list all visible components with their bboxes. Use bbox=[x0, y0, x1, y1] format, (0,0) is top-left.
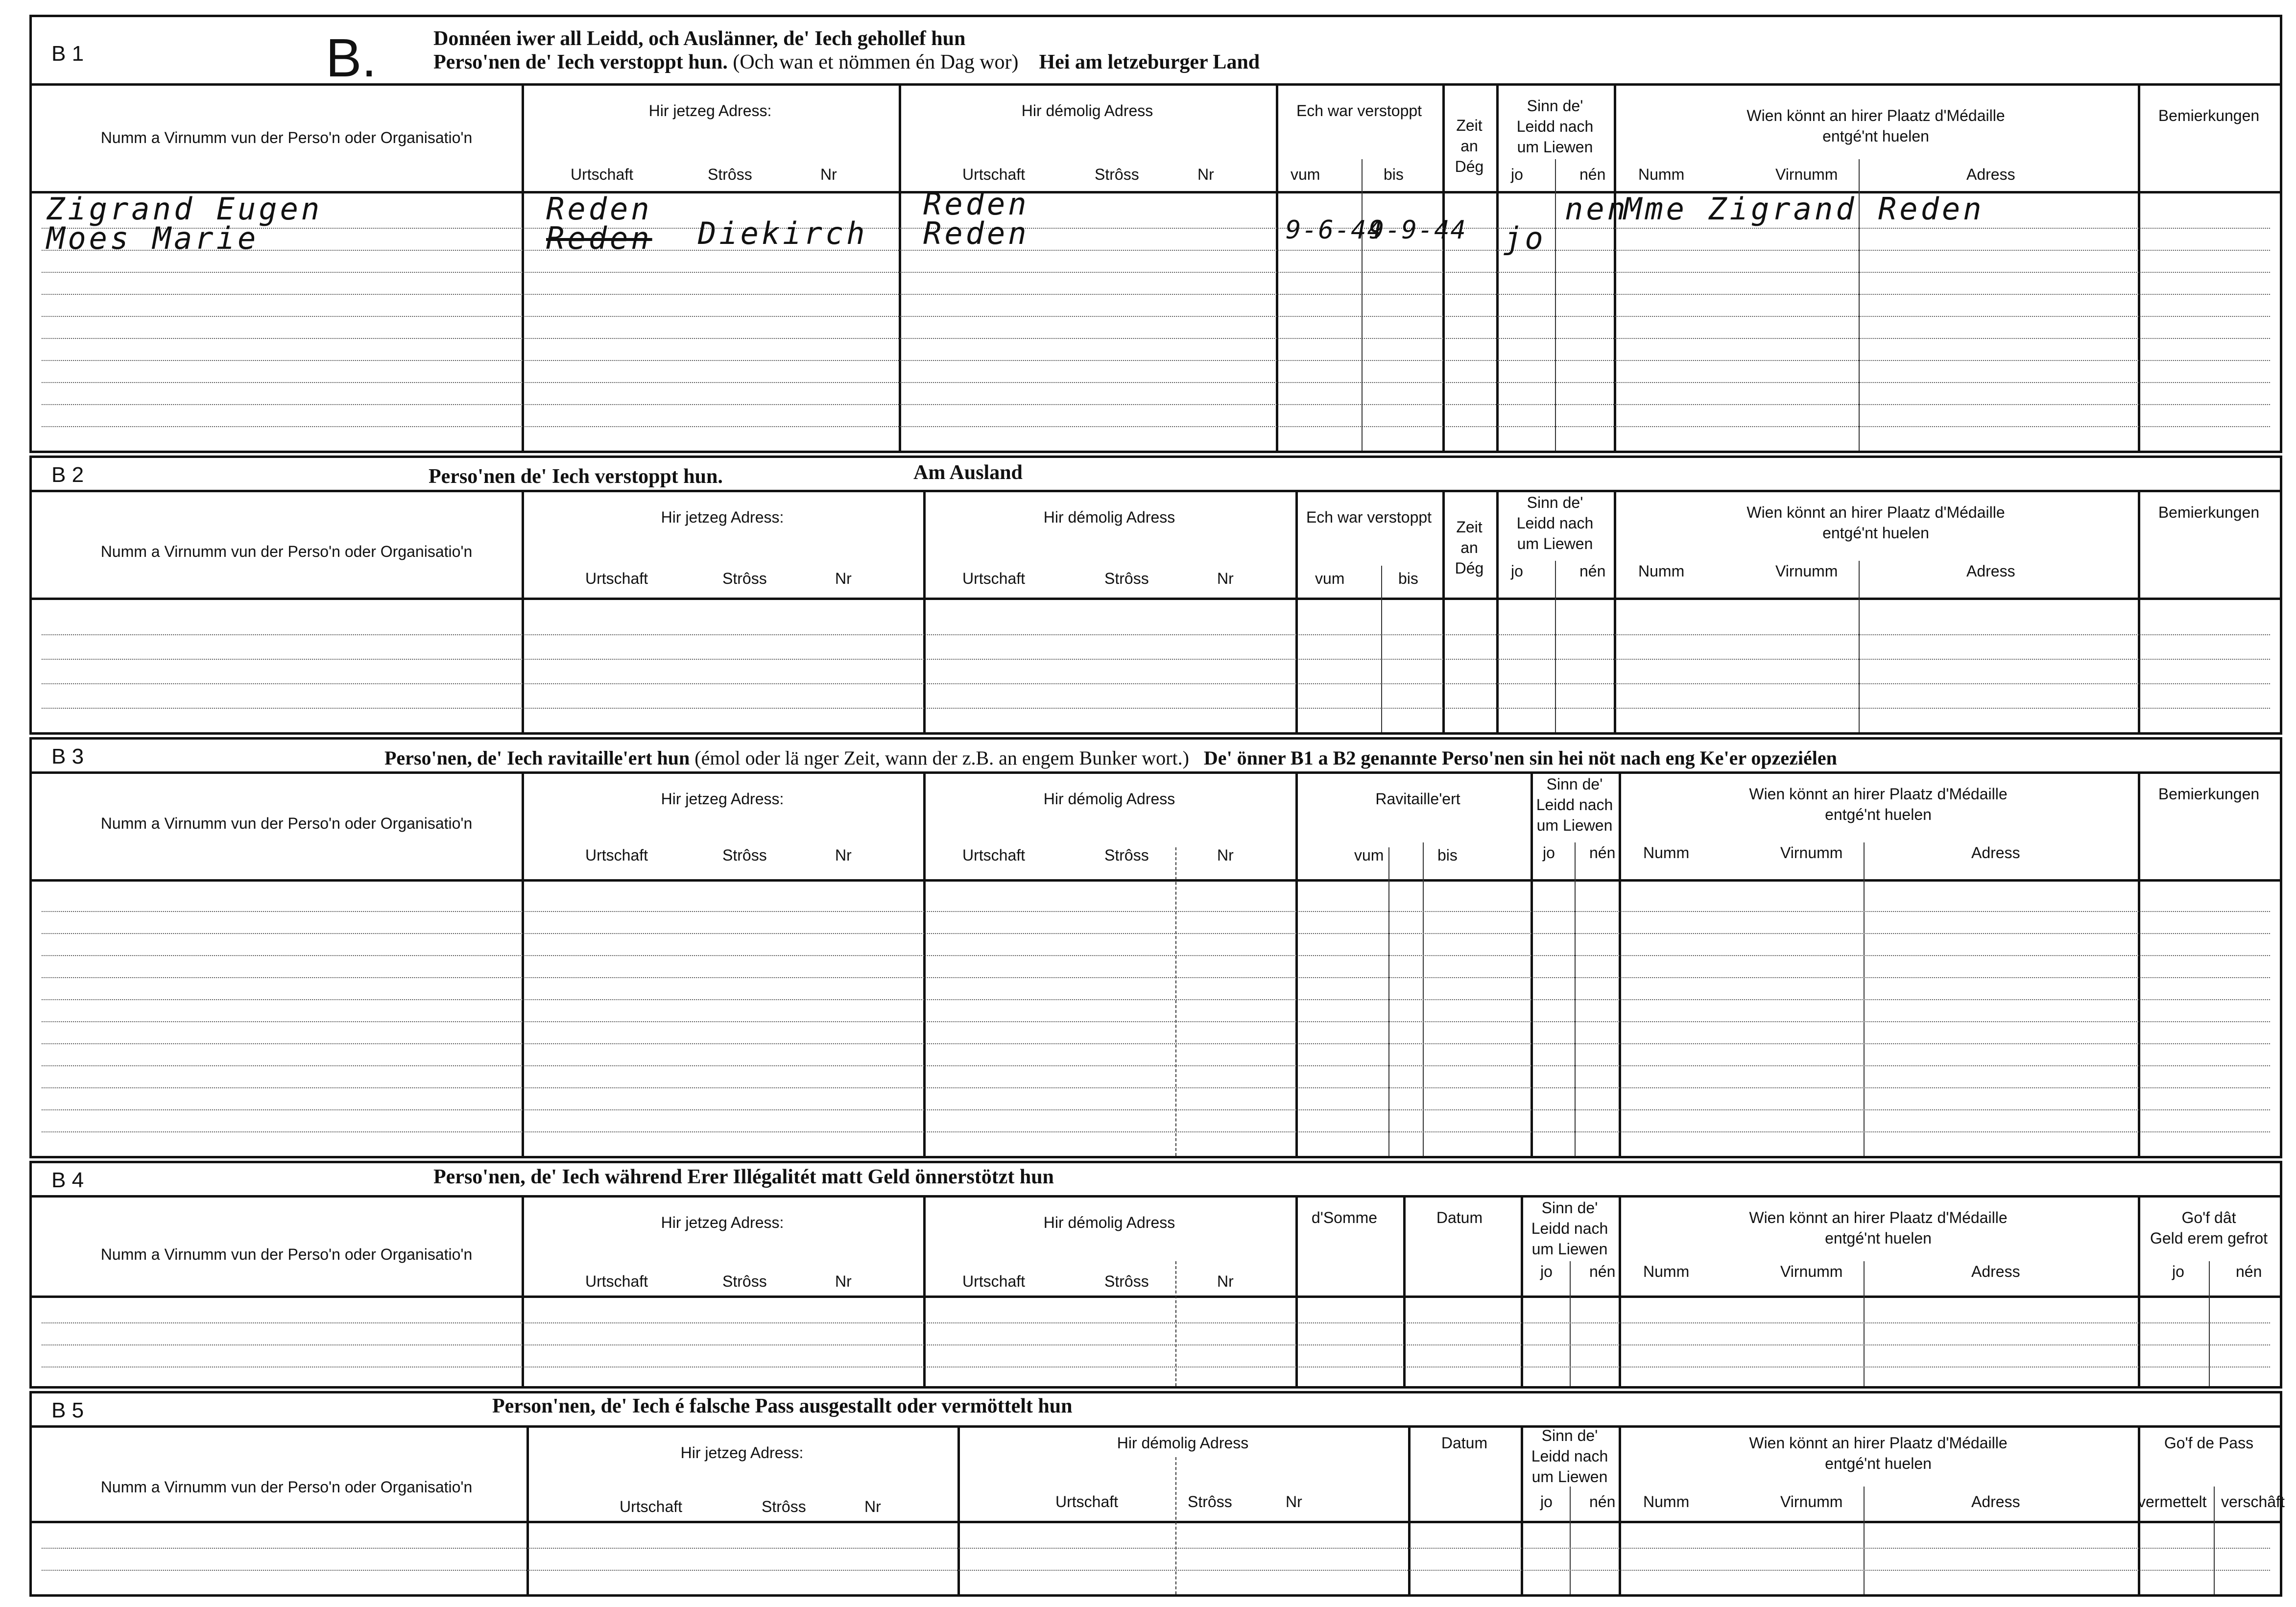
verschaft-label: verschâft bbox=[2221, 1493, 2285, 1511]
remarks-label: Bemierkungen bbox=[2158, 785, 2260, 803]
stross-label: Strôss bbox=[1095, 166, 1139, 183]
entry-name: Zigrand Eugen bbox=[47, 191, 323, 227]
section-title: Person'nen, de' Iech é falsche Pass ausgestallt oder vermöttelt hun bbox=[492, 1395, 1073, 1417]
column-header-row bbox=[32, 774, 2280, 882]
section-code: B 2 bbox=[51, 463, 84, 487]
pass-label: Go'f de Pass bbox=[2164, 1434, 2254, 1452]
name-col-label: Numm a Virnumm vun der Perso'n oder Organisatio'n bbox=[100, 815, 473, 832]
section-title-tail: Hei am letzeburger Land bbox=[1039, 51, 1260, 73]
alive-label: Sinn de' bbox=[1541, 1199, 1598, 1217]
virnumm-label: Virnumm bbox=[1775, 562, 1838, 580]
entry-to-date: 9-9-44 bbox=[1369, 216, 1467, 245]
former-address-label: Hir démolig Adress bbox=[1043, 1214, 1175, 1231]
section-letter: B. bbox=[326, 28, 377, 88]
stross-label: Strôss bbox=[1104, 846, 1149, 864]
section-b1 bbox=[29, 15, 2282, 453]
section-code: B 5 bbox=[51, 1398, 84, 1422]
ravitailleert-label: Ravitaille'ert bbox=[1375, 790, 1460, 808]
stross-label: Strôss bbox=[722, 570, 767, 587]
alive-label: Sinn de' bbox=[1527, 97, 1583, 115]
nr-label: Nr bbox=[1217, 570, 1234, 587]
section-title: Perso'nen, de' Iech ravitaille'ert hun (émol oder lä nger Zeit, wann der z.B. an engem Bunker wort.) De' önner B1 a B2 genannte Perso'nen sin hei nöt nach eng Ke'er opzeziélen bbox=[384, 747, 1837, 769]
stross-label: Strôss bbox=[1104, 1272, 1149, 1290]
adress-label: Adress bbox=[1971, 1263, 2020, 1280]
nr-label: Nr bbox=[835, 846, 852, 864]
nr-label: Nr bbox=[1217, 846, 1234, 864]
stross-label: Strôss bbox=[1188, 1493, 1232, 1511]
nen-label: nén bbox=[2236, 1263, 2262, 1280]
form-page bbox=[29, 15, 2285, 1602]
column-header-row bbox=[32, 492, 2280, 600]
adress-label: Adress bbox=[1966, 166, 2015, 183]
former-address-label: Hir démolig Adress bbox=[1043, 790, 1175, 808]
current-address-label: Hir jetzeg Adress: bbox=[661, 508, 784, 526]
nr-label: Nr bbox=[1197, 166, 1214, 183]
datum-label: Datum bbox=[1441, 1434, 1488, 1452]
current-address-label: Hir jetzeg Adress: bbox=[661, 1214, 784, 1231]
urtschaft-label: Urtschaft bbox=[585, 846, 648, 864]
urtschaft-label: Urtschaft bbox=[620, 1498, 683, 1515]
virnumm-label: Virnumm bbox=[1780, 844, 1843, 862]
zeit-label: an bbox=[1460, 137, 1478, 155]
entry-name: Moes Marie bbox=[47, 220, 259, 256]
urtschaft-label: Urtschaft bbox=[585, 570, 648, 587]
former-address-label: Hir démolig Adress bbox=[1043, 508, 1175, 526]
entry-from-date: 9-6-44 bbox=[1286, 216, 1384, 245]
nr-label: Nr bbox=[820, 166, 837, 183]
section-code: B 1 bbox=[51, 42, 84, 66]
alive-label: um Liewen bbox=[1531, 1240, 1608, 1258]
alive-label: um Liewen bbox=[1517, 138, 1593, 156]
section-title: Perso'nen, de' Iech während Erer Illégalitét matt Geld önnerstötzt hun bbox=[433, 1166, 1054, 1188]
alive-label: um Liewen bbox=[1531, 1468, 1608, 1486]
remarks-label: Bemierkungen bbox=[2158, 107, 2260, 124]
section-header bbox=[32, 740, 2280, 774]
nr-label: Nr bbox=[835, 570, 852, 587]
section-title-tail: Am Ausland bbox=[913, 461, 1023, 484]
current-address-label: Hir jetzeg Adress: bbox=[661, 790, 784, 808]
virnumm-label: Virnumm bbox=[1780, 1493, 1843, 1511]
column-header-row bbox=[32, 86, 2280, 193]
nen-label: nén bbox=[1589, 844, 1616, 862]
alive-label: Leidd nach bbox=[1516, 118, 1594, 135]
section-title-tail: De' önner B1 a B2 genannte Perso'nen sin hei nöt nach eng Ke'er opzeziélen bbox=[1203, 747, 1837, 769]
section-title-note: (Och wan et nömmen én Dag wor) bbox=[733, 51, 1019, 73]
alive-label: um Liewen bbox=[1536, 816, 1613, 834]
alive-label: Leidd nach bbox=[1531, 1447, 1608, 1465]
urtschaft-label: Urtschaft bbox=[585, 1272, 648, 1290]
alive-label: um Liewen bbox=[1517, 535, 1593, 552]
urtschaft-label: Urtschaft bbox=[962, 1272, 1026, 1290]
section-header bbox=[32, 17, 2280, 86]
numm-label: Numm bbox=[1643, 844, 1690, 862]
stross-label: Strôss bbox=[722, 846, 767, 864]
urtschaft-label: Urtschaft bbox=[962, 846, 1026, 864]
entry-former-address: Reden bbox=[923, 186, 1029, 222]
vum-label: vum bbox=[1291, 166, 1320, 183]
nen-label: nén bbox=[1589, 1493, 1616, 1511]
section-code: B 4 bbox=[51, 1168, 84, 1192]
numm-label: Numm bbox=[1638, 562, 1685, 580]
alive-label: Leidd nach bbox=[1536, 796, 1613, 814]
jo-label: jo bbox=[1540, 1493, 1553, 1511]
stross-label: Strôss bbox=[722, 1272, 767, 1290]
medal-label: Wien könnt an hirer Plaatz d'Médaille bbox=[1749, 785, 2008, 803]
entry-alive-yes: jo bbox=[1504, 220, 1546, 256]
nen-label: nén bbox=[1579, 166, 1606, 183]
section-b5 bbox=[29, 1391, 2285, 1597]
column-header-row bbox=[32, 1427, 2285, 1535]
nen-label: nén bbox=[1579, 562, 1606, 580]
urtschaft-label: Urtschaft bbox=[962, 166, 1026, 183]
entry-alive-no: nen bbox=[1565, 191, 1628, 227]
section-code: B 3 bbox=[51, 744, 84, 768]
bis-label: bis bbox=[1384, 166, 1404, 183]
virnumm-label: Virnumm bbox=[1775, 166, 1838, 183]
jo-label: jo bbox=[1543, 844, 1555, 862]
alive-label: Leidd nach bbox=[1531, 1220, 1608, 1237]
virnumm-label: Virnumm bbox=[1780, 1263, 1843, 1280]
stross-label: Strôss bbox=[1104, 570, 1149, 587]
former-address-label: Hir démolig Adress bbox=[1021, 102, 1153, 120]
adress-label: Adress bbox=[1966, 562, 2015, 580]
zeit-label: Zeit bbox=[1456, 117, 1483, 134]
section-b3 bbox=[29, 737, 2282, 1158]
zeit-label: Dég bbox=[1455, 559, 1484, 577]
numm-label: Numm bbox=[1638, 166, 1685, 183]
section-b4 bbox=[29, 1161, 2282, 1389]
alive-label: Sinn de' bbox=[1546, 775, 1603, 793]
entry-current-address-struck: Reden bbox=[546, 220, 652, 256]
zeit-label: an bbox=[1460, 539, 1478, 556]
jo-label: jo bbox=[1511, 562, 1523, 580]
section-header bbox=[32, 1163, 2280, 1198]
medal-label: Wien könnt an hirer Plaatz d'Médaille bbox=[1749, 1434, 2008, 1452]
name-col-label: Numm a Virnumm vun der Perso'n oder Organisatio'n bbox=[100, 543, 473, 560]
zeit-label: Zeit bbox=[1456, 518, 1483, 536]
section-title-line2: Perso'nen de' Iech verstoppt hun. (Och wan et nömmen én Dag wor) Hei am letzeburger Land bbox=[433, 51, 1260, 73]
former-address-label: Hir démolig Adress bbox=[1117, 1434, 1249, 1452]
urtschaft-label: Urtschaft bbox=[1055, 1493, 1119, 1511]
name-col-label: Numm a Virnumm vun der Perso'n oder Organisatio'n bbox=[100, 1478, 473, 1496]
urtschaft-label: Urtschaft bbox=[962, 570, 1026, 587]
current-address-label: Hir jetzeg Adress: bbox=[680, 1444, 804, 1462]
bis-label: bis bbox=[1398, 570, 1418, 587]
jo-label: jo bbox=[1511, 166, 1523, 183]
nr-label: Nr bbox=[1286, 1493, 1302, 1511]
entry-current-address: Reden bbox=[546, 191, 652, 227]
vum-label: vum bbox=[1315, 570, 1345, 587]
vum-label: vum bbox=[1354, 846, 1384, 864]
nr-label: Nr bbox=[835, 1272, 852, 1290]
section-title-note: (émol oder lä nger Zeit, wann der z.B. an engem Bunker wort.) bbox=[694, 747, 1189, 769]
entry-medal-recipient: Mme Zigrand Reden bbox=[1624, 191, 1985, 227]
zeit-label: Dég bbox=[1455, 158, 1484, 175]
name-col-label: Numm a Virnumm vun der Perso'n oder Organisatio'n bbox=[100, 129, 473, 146]
hidden-label: Ech war verstoppt bbox=[1296, 102, 1422, 120]
somme-label: d'Somme bbox=[1311, 1209, 1378, 1226]
nen-label: nén bbox=[1589, 1263, 1616, 1280]
alive-label: Sinn de' bbox=[1541, 1427, 1598, 1444]
hidden-label: Ech war verstoppt bbox=[1306, 508, 1432, 526]
medal-label: Wien könnt an hirer Plaatz d'Médaille bbox=[1746, 504, 2005, 521]
vermettelt-label: vermettelt bbox=[2138, 1493, 2207, 1511]
stross-label: Strôss bbox=[708, 166, 752, 183]
medal-label: entgé'nt huelen bbox=[1825, 1229, 1932, 1247]
entry-former-address: Reden bbox=[923, 216, 1029, 251]
name-col-label: Numm a Virnumm vun der Perso'n oder Organisatio'n bbox=[100, 1246, 473, 1263]
jo-label: jo bbox=[1540, 1263, 1553, 1280]
nr-label: Nr bbox=[864, 1498, 881, 1515]
numm-label: Numm bbox=[1643, 1263, 1690, 1280]
jo-label: jo bbox=[2172, 1263, 2184, 1280]
bis-label: bis bbox=[1437, 846, 1458, 864]
money-returned-label: Geld erem gefrot bbox=[2150, 1229, 2268, 1247]
stross-label: Strôss bbox=[762, 1498, 806, 1515]
medal-label: entgé'nt huelen bbox=[1825, 806, 1932, 823]
section-header bbox=[32, 458, 2280, 492]
adress-label: Adress bbox=[1971, 1493, 2020, 1511]
medal-label: entgé'nt huelen bbox=[1822, 127, 1929, 145]
money-returned-label: Go'f dât bbox=[2181, 1209, 2236, 1226]
medal-label: entgé'nt huelen bbox=[1825, 1455, 1932, 1472]
section-title: Perso'nen de' Iech verstoppt hun. bbox=[429, 465, 723, 488]
medal-label: Wien könnt an hirer Plaatz d'Médaille bbox=[1749, 1209, 2008, 1226]
adress-label: Adress bbox=[1971, 844, 2020, 862]
alive-label: Sinn de' bbox=[1527, 494, 1583, 511]
alive-label: Leidd nach bbox=[1516, 514, 1594, 532]
section-header bbox=[32, 1393, 2280, 1428]
datum-label: Datum bbox=[1436, 1209, 1483, 1226]
numm-label: Numm bbox=[1643, 1493, 1690, 1511]
urtschaft-label: Urtschaft bbox=[571, 166, 634, 183]
section-b2 bbox=[29, 456, 2282, 735]
medal-label: entgé'nt huelen bbox=[1822, 524, 1929, 542]
current-address-label: Hir jetzeg Adress: bbox=[648, 102, 772, 120]
section-title-line1: Donnéen iwer all Leidd, och Auslänner, de' Iech gehollef hun bbox=[433, 27, 966, 50]
medal-label: Wien könnt an hirer Plaatz d'Médaille bbox=[1746, 107, 2005, 124]
column-header-row bbox=[32, 1198, 2280, 1305]
remarks-label: Bemierkungen bbox=[2158, 504, 2260, 521]
entry-current-address: Diekirch bbox=[698, 216, 868, 251]
nr-label: Nr bbox=[1217, 1272, 1234, 1290]
